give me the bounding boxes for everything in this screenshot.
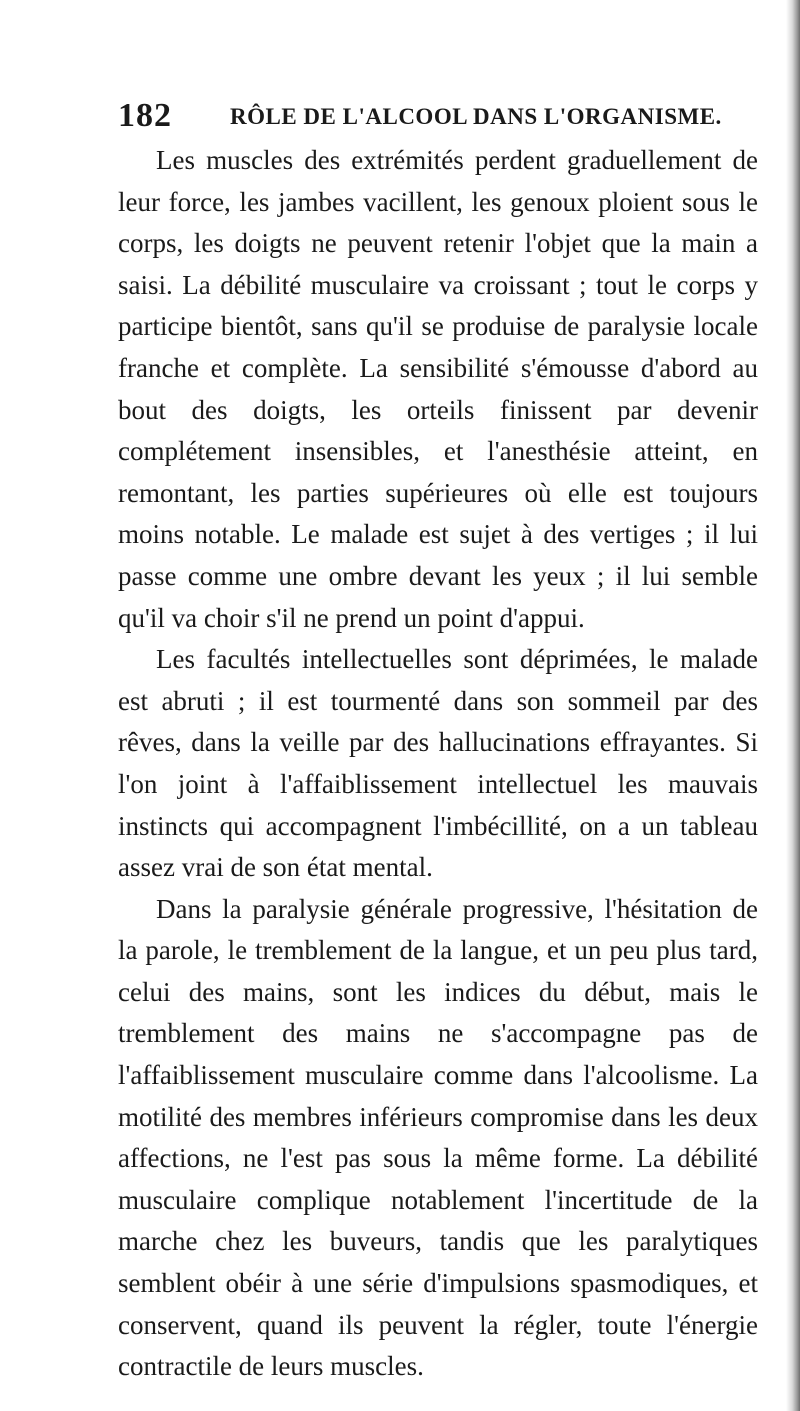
page-header: [118, 96, 758, 136]
paragraph-2: Les facultés intellectuelles sont déprimées, le malade est abruti ; il est tourmenté dans son sommeil par des rêves, dans la veille par des hallucinations effrayantes. Si l'on joint à l'affaiblissement intellectuel les mauvais instincts qui accompagnent l'imbécillité, on a un tableau assez vrai de son état mental.: [118, 644, 758, 883]
page-edge-shadow: [786, 0, 800, 1411]
body-text: [118, 140, 758, 1388]
paragraph-1: Les muscles des extrémités perdent graduellement de leur force, les jambes vacillent, les genoux ploient sous le corps, les doigts ne peuvent retenir l'objet que la main a saisi. La débilité musculaire va croissant ; tout le corps y participe bientôt, sans qu'il se produise de paralysie locale franche et complète. La sensibilité s'émousse d'abord au bout des doigts, les orteils finissent par devenir complétement insensibles, et l'anesthésie atteint, en remontant, les parties supérieures où elle est toujours moins notable. Le malade est sujet à des vertiges ; il lui passe comme une ombre devant les yeux ; il lui semble qu'il va choir s'il ne prend un point d'appui.: [118, 145, 758, 633]
page-number: 182: [118, 97, 172, 134]
paragraph-3: Dans la paralysie générale progressive, l'hésitation de la parole, le tremblement de la langue, et un peu plus tard, celui des mains, sont les indices du début, mais le tremblement des mains ne s'accompagne pas de l'affaiblissement musculaire comme dans l'alcoolisme. La motilité des membres inférieurs compromise dans les deux affections, ne l'est pas sous la même forme. La débilité musculaire complique notablement l'incertitude de la marche chez les buveurs, tandis que les paralytiques semblent obéir à une série d'impulsions spasmodiques, et conservent, quand ils peuvent la régler, toute l'énergie contractile de leurs muscles.: [118, 893, 758, 1382]
running-title: RÔLE DE L'ALCOOL DANS L'ORGANISME.: [230, 104, 722, 129]
